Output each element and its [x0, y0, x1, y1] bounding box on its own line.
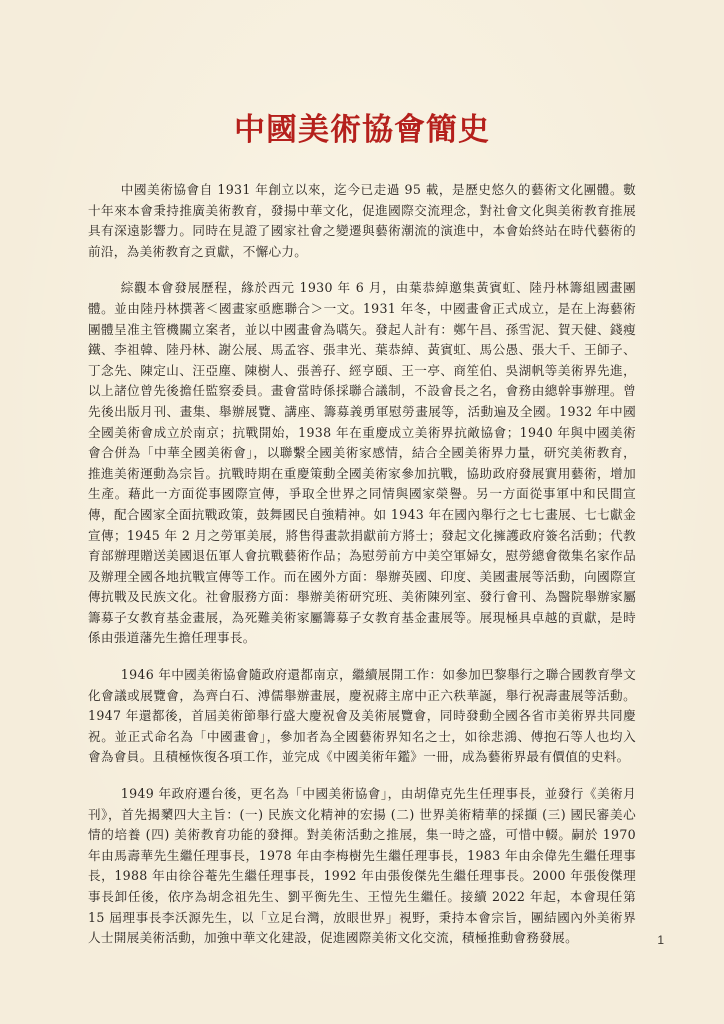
paragraph-history-1946: 1946 年中國美術協會隨政府還都南京，繼續展開工作：如參加巴黎舉行之聯合國教育學文化會議或展覽會，為齊白石、溥儒舉辦畫展，慶祝蔣主席中正六秩華誕，舉行祝壽畫展等活動。1947 年還都後，首屆美術節舉行盛大慶祝會及美術展覽會，同時發動全國各省市美術界共同慶祝。並正式命名為「中國畫會」，參加者為全國藝術界知名之士，如徐悲鴻、傅抱石等人也均入會為會員。且積極恢復各項工作，並完成《中國美術年鑑》一冊，成為藝術界最有價值的史料。: [88, 667, 636, 765]
document-body: [88, 180, 636, 965]
page-number: 1: [657, 933, 664, 947]
paragraph-history-founding: 綜觀本會發展歷程，緣於西元 1930 年 6 月，由葉恭綽邀集黃賓虹、陸丹林籌組國畫團體。並由陸丹林撰著＜國畫家亟應聯合＞一文。1931 年冬，中國畫會正式成立，是在上海藝術團體呈准主管機關立案者，並以中國畫會為嚆矢。發起人計有：鄭午昌、孫雪泥、賀天健、錢瘦鐵、李祖韓、陸丹林、謝公展、馬孟容、張聿光、葉恭綽、黃賓虹、馬公愚、張大千、王師子、丁念先、陳定山、汪亞塵、陳樹人、張善孖、經亨頤、王一亭、商笙伯、吳湖帆等美術界先進，以上諸位曾先後擔任監察委員。畫會當時係採聯合議制，不設會長之名，會務由總幹事辦理。曾先後出版月刊、畫集、舉辦展覽、講座、籌募義勇軍慰勞畫展等，活動遍及全國。1932 年中國全國美術會成立於南京；抗戰開始，1938 年在重慶成立美術界抗敵協會；1940 年與中國美術會合併為「中華全國美術會」，以聯繫全國美術家感情，結合全國美術界力量，研究美術教育，推進美術運動為宗旨。抗戰時期在重慶策動全國美術家參加抗戰，協助政府發展實用藝術，增加生產。藉此一方面從事國際宣傳，爭取全世界之同情與國家榮譽。另一方面從事軍中和民間宣傳，配合國家全面抗戰政策，鼓舞國民自強精神。如 1943 年在國內舉行之七七畫展、七七獻金宣傳；1945 年 2 月之勞軍美展，將售得畫款捐獻前方將士；發起文化擁護政府簽名活動；代教育部辦理贈送美國退伍軍人會抗戰藝術作品；為慰勞前方中美空軍婦女，慰勞總會徵集名家作品及辦理全國各地抗戰宣傳等工作。而在國外方面：舉辦英國、印度、美國畫展等活動，向國際宣傳抗戰及民族文化。社會服務方面：舉辦美術研究班、美術陳列室、發行會刊、為醫院舉辦家屬籌募子女教育基金畫展，為死難美術家屬籌募子女教育基金畫展等。展現極具卓越的貢獻，是時係由張道藩先生擔任理事長。: [88, 280, 636, 646]
paragraph-history-taiwan: 1949 年政府遷台後，更名為「中國美術協會」，由胡偉克先生任理事長，並發行《美術月刊》，首先揭櫫四大主旨：(一) 民族文化精神的宏揚 (二) 世界美術精華的採擷 (三) 國民審美心情的培養 (四) 美術教育功能的發揮。對美術活動之推展，集一時之盛，可惜中輟。嗣於 1970 年由馬壽華先生繼任理事長，1978 年由李梅樹先生繼任理事長，1983 年由余偉先生繼任理事長，1988 年由徐谷菴先生繼任理事長，1992 年由張俊傑先生繼任理事長。2000 年張俊傑理事長卸任後，依序為胡念祖先生、劉平衡先生、王愷先生繼任。接續 2022 年起，本會現任第 15 屆理事長李沃源先生，以「立足台灣，放眼世界」視野，秉持本會宗旨，團結國內外美術界人士開展美術活動，加強中華文化建設，促進國際美術文化交流，積極推動會務發展。: [88, 786, 636, 946]
paragraph-intro: 中國美術協會自 1931 年創立以來，迄今已走過 95 載，是歷史悠久的藝術文化團體。數十年來本會秉持推廣美術教育，發揚中華文化，促進國際交流理念，對社會文化與美術教育推展具有深遠影響力。同時在見證了國家社會之變遷與藝術潮流的演進中，本會始終站在時代藝術的前沿，為美術教育之貢獻，不懈心力。: [88, 182, 636, 259]
document-title: 中國美術協會簡史: [234, 112, 490, 148]
